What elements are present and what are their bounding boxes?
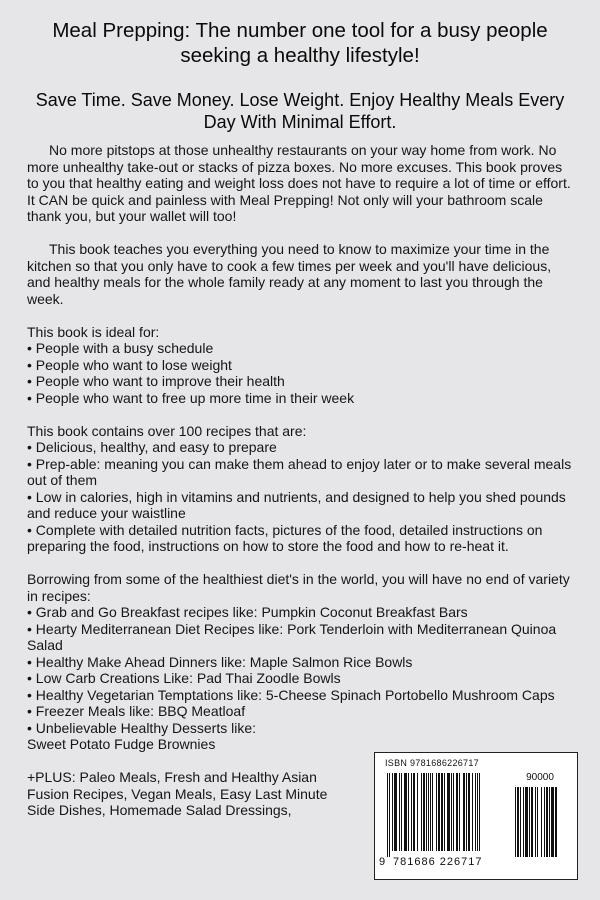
barcode-bar <box>541 787 542 857</box>
barcode-bar <box>535 787 536 857</box>
list-item: • People who want to improve their health <box>27 373 577 390</box>
list-item: • People with a busy schedule <box>27 340 577 357</box>
barcode-bar <box>546 787 548 857</box>
barcode-bar <box>404 773 407 851</box>
list-item: • Complete with detailed nutrition facts, pictures of the food, detailed instructions on preparing the food, instructions on how to store the food and how to re-heat it. <box>27 522 577 555</box>
list-item: • Low Carb Creations Like: Pad Thai Zoodle Bowls <box>27 670 577 687</box>
barcode-bar <box>411 773 412 851</box>
barcode-bar <box>551 787 554 857</box>
barcode-bar <box>421 773 422 851</box>
barcode-bar <box>389 773 390 857</box>
barcode-bar <box>408 773 409 851</box>
barcode-bar <box>475 773 476 851</box>
barcode-bar <box>447 773 450 851</box>
barcode-bar <box>426 773 427 851</box>
barcode-bar <box>430 773 431 851</box>
barcode-bar <box>468 773 470 851</box>
barcode-bar <box>441 773 443 851</box>
barcode-bar <box>479 773 480 851</box>
variety-list <box>27 604 577 736</box>
list-item: • People who want to lose weight <box>27 357 577 374</box>
barcode-bar <box>544 787 545 857</box>
barcode-bar <box>444 773 445 851</box>
barcode-bar <box>529 787 530 857</box>
ean-first-digit: 9 <box>379 856 386 868</box>
barcode-bar <box>392 773 393 851</box>
list-item: • Prep-able: meaning you can make them ahead to enjoy later or to make several meals out of them <box>27 456 577 489</box>
barcode-bar <box>549 787 550 857</box>
list-item: • Healthy Make Ahead Dinners like: Maple Salmon Rice Bowls <box>27 654 577 671</box>
barcode-bar <box>436 773 437 851</box>
barcode-bar <box>459 773 460 851</box>
list-item: • Grab and Go Breakfast recipes like: Pumpkin Coconut Breakfast Bars <box>27 604 577 621</box>
list-item: • Delicious, healthy, and easy to prepare <box>27 439 577 456</box>
barcode-bar <box>477 773 478 851</box>
variety-trailing: Sweet Potato Fudge Brownies <box>27 736 216 752</box>
barcode-bar <box>413 773 415 851</box>
contains-heading: This book contains over 100 recipes that are: <box>27 422 307 439</box>
list-item: • Low in calories, high in vitamins and nutrients, and designed to help you shed pounds and reduce your waistline <box>27 489 577 522</box>
barcode-bar <box>423 773 425 851</box>
barcode-bar <box>399 773 400 851</box>
contains-list <box>27 439 577 555</box>
intro-paragraph: No more pitstops at those unhealthy restaurants on your way home from work. No more unhealthy take-out or stacks of pizza boxes. No more excuses. This book proves to you that healthy eating and weight loss does not have to require a lot of time or effort. It CAN be quick and painless with Meal Prepping! Not only will your bathroom scale thank you, but your wallet will too! <box>27 142 571 224</box>
barcode-bar <box>466 773 467 851</box>
barcode-bar <box>428 773 429 851</box>
barcode-bar <box>438 773 440 851</box>
barcode-bar <box>401 773 402 851</box>
list-item: • Freezer Meals like: BBQ Meatloaf <box>27 703 577 720</box>
cover-subheadline: Save Time. Save Money. Lose Weight. Enjoy Healthy Meals Every Day With Minimal Effort. <box>35 90 565 132</box>
barcode-bar <box>453 773 454 851</box>
ideal-heading: This book is ideal for: <box>27 323 160 340</box>
list-item: • Unbelievable Healthy Desserts like: <box>27 720 577 737</box>
isbn-label: ISBN 9781686226717 <box>385 758 479 768</box>
cover-headline: Meal Prepping: The number one tool for a busy people seeking a healthy lifestyle! <box>52 19 548 67</box>
barcode-bar <box>525 787 528 857</box>
barcode-bar <box>531 787 533 857</box>
barcode-bar <box>555 787 557 857</box>
price-addon: 90000 <box>526 772 554 783</box>
barcode-bar <box>517 787 519 857</box>
ean-digits: 781686 226717 <box>393 856 483 868</box>
list-item: • People who want to free up more time in their week <box>27 390 577 407</box>
barcode-bar <box>432 773 433 851</box>
barcode-bar <box>523 787 524 857</box>
isbn-barcode <box>374 752 578 880</box>
plus-paragraph: +PLUS: Paleo Meals, Fresh and Healthy Asian Fusion Recipes, Vegan Meals, Easy Last Minute Side Dishes, Homemade Salad Dressings, <box>27 769 328 818</box>
barcode-bar <box>387 773 388 857</box>
teaches-paragraph: This book teaches you everything you need to know to maximize your time in the kitchen so that you only have to cook a few times per week and you'll have delicious, and healthy meals for the whole family ready at any moment to last you through the week. <box>27 241 552 307</box>
barcode-bar <box>463 773 465 851</box>
barcode-bar <box>451 773 452 851</box>
variety-heading: Borrowing from some of the healthiest diet's in the world, you will have no end of variety in recipes: <box>27 571 570 604</box>
list-item: • Hearty Mediterranean Diet Recipes like: Pork Tenderloin with Mediterranean Quinoa Salad <box>27 621 577 654</box>
barcode-bar <box>520 787 521 857</box>
barcode-bar <box>417 773 418 851</box>
barcode-bar <box>456 773 458 851</box>
ean-barcode-bars <box>387 773 505 857</box>
barcode-bar <box>472 773 473 851</box>
ideal-list <box>27 340 577 406</box>
list-item: • Healthy Vegetarian Temptations like: 5-Cheese Spinach Portobello Mushroom Caps <box>27 687 577 704</box>
barcode-bar <box>537 787 538 857</box>
barcode-bar <box>394 773 397 851</box>
description-body <box>27 142 577 835</box>
barcode-bar <box>515 787 516 857</box>
addon-barcode-bars <box>515 787 565 863</box>
